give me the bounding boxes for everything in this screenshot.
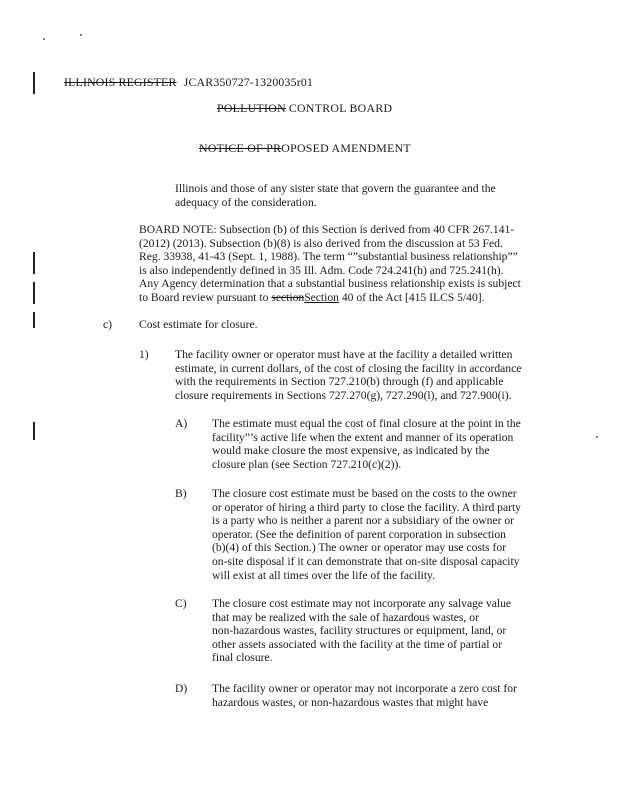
board-note-line: Reg. 33938, 41-43 (Sept. 1, 1988). The term “”substantial business relationship”” <box>139 250 518 264</box>
item-c-line: other assets associated with the facility at the time of partial or <box>212 637 503 651</box>
board-note-struck: section <box>271 290 305 304</box>
item-1-label: 1) <box>139 348 149 361</box>
register-struck: ILLINOIS REGISTER <box>64 75 177 89</box>
item-c-line: non-hazardous wastes, facility structures or equipment, land, or <box>212 624 507 638</box>
item-a-line: facility”’s active life when the extent and manner of its operation <box>212 430 514 444</box>
board-note-line: Any Agency determination that a substantial business relationship exists is subject <box>139 277 521 291</box>
change-bar-header <box>33 72 35 94</box>
item-a-line: closure plan (see Section 727.210(c)(2)). <box>212 457 402 471</box>
item-c-line: final closure. <box>212 651 273 665</box>
board-note-line: BOARD NOTE: Subsection (b) of this Section is derived from 40 CFR 267.141- <box>139 223 515 236</box>
register-header <box>64 75 313 90</box>
item-b-line: will exist at all times over the life of the facility. <box>212 568 436 582</box>
change-bar-note-1 <box>33 252 35 274</box>
item-a-label: A) <box>175 417 188 430</box>
item-b-line: on-site disposal if it can demonstrate that on-site disposal capacity <box>212 554 520 568</box>
section-c-label: c) <box>103 318 113 331</box>
board-rest: CONTROL BOARD <box>288 101 393 115</box>
item-a-text <box>212 417 521 471</box>
item-c-label: C) <box>175 597 187 610</box>
item-1-line: with the requirements in Section 727.210(b) through (f) and applicable <box>175 375 504 389</box>
item-a-line: would make closure the most expensive, as indicated by the <box>212 444 490 458</box>
item-d-label: D) <box>175 682 188 695</box>
board-struck: POLLUTION <box>217 101 286 115</box>
item-b-label: B) <box>175 487 187 500</box>
item-b-line: The closure cost estimate must be based on the costs to the owner <box>212 487 517 500</box>
scan-speck <box>596 436 598 438</box>
notice-header <box>199 141 411 156</box>
item-1-line: estimate, in current dollars, of the cost of closing the facility in accordance <box>175 361 522 375</box>
item-b-line: or operator of hiring a third party to close the facility. A third party <box>212 500 521 514</box>
item-d-line: hazardous wastes, or non-hazardous wastes that might have <box>212 695 489 709</box>
item-1-line: closure requirements in Sections 727.270(g), 727.290(l), and 727.900(i). <box>175 388 512 402</box>
notice-rest: OPOSED AMENDMENT <box>281 141 411 155</box>
change-bar-section-c <box>33 312 35 328</box>
scan-speck <box>43 38 45 40</box>
board-note-inserted: Section <box>304 290 339 304</box>
board-header <box>217 101 392 116</box>
intro-line: Illinois and those of any sister state that govern the guarantee and the <box>175 182 496 195</box>
board-note-line: (2012) (2013). Subsection (b)(8) is also derived from the discussion at 53 Fed. <box>139 236 503 250</box>
board-note-text: 40 of the Act [415 ILCS 5/40]. <box>338 290 485 304</box>
item-d-text <box>212 682 517 709</box>
board-note <box>139 223 521 305</box>
section-c-title: Cost estimate for closure. <box>139 318 258 331</box>
item-1-line: The facility owner or operator must have at the facility a detailed written <box>175 348 513 361</box>
change-bar-item-a <box>33 422 35 440</box>
item-b-line: operator. (See the definition of parent corporation in subsection <box>212 527 506 541</box>
intro-line: adequacy of the consideration. <box>175 195 317 209</box>
change-bar-note-2 <box>33 282 35 304</box>
intro-paragraph <box>175 182 496 209</box>
item-c-text <box>212 597 511 665</box>
item-1-text <box>175 348 521 402</box>
register-id: JCAR350727-1320035r01 <box>183 75 314 89</box>
item-c-line: that may be realized with the sale of hazardous wastes, or <box>212 610 479 624</box>
item-b-line: (b)(4) of this Section.) The owner or operator may use costs for <box>212 541 507 555</box>
item-d-line: The facility owner or operator may not incorporate a zero cost for <box>212 682 517 695</box>
board-note-text: to Board review pursuant to <box>139 290 272 304</box>
board-note-line: is also independently defined in 35 Ill. Adm. Code 724.241(h) and 725.241(h). <box>139 263 504 277</box>
item-b-line: is a party who is neither a parent nor a subsidiary of the owner or <box>212 514 514 528</box>
item-a-line: The estimate must equal the cost of final closure at the point in the <box>212 417 521 430</box>
notice-struck: NOTICE OF PR <box>199 141 282 155</box>
item-c-line: The closure cost estimate may not incorporate any salvage value <box>212 597 512 610</box>
item-b-text <box>212 487 521 582</box>
board-note-line-6 <box>139 291 521 305</box>
scan-speck <box>80 34 82 36</box>
